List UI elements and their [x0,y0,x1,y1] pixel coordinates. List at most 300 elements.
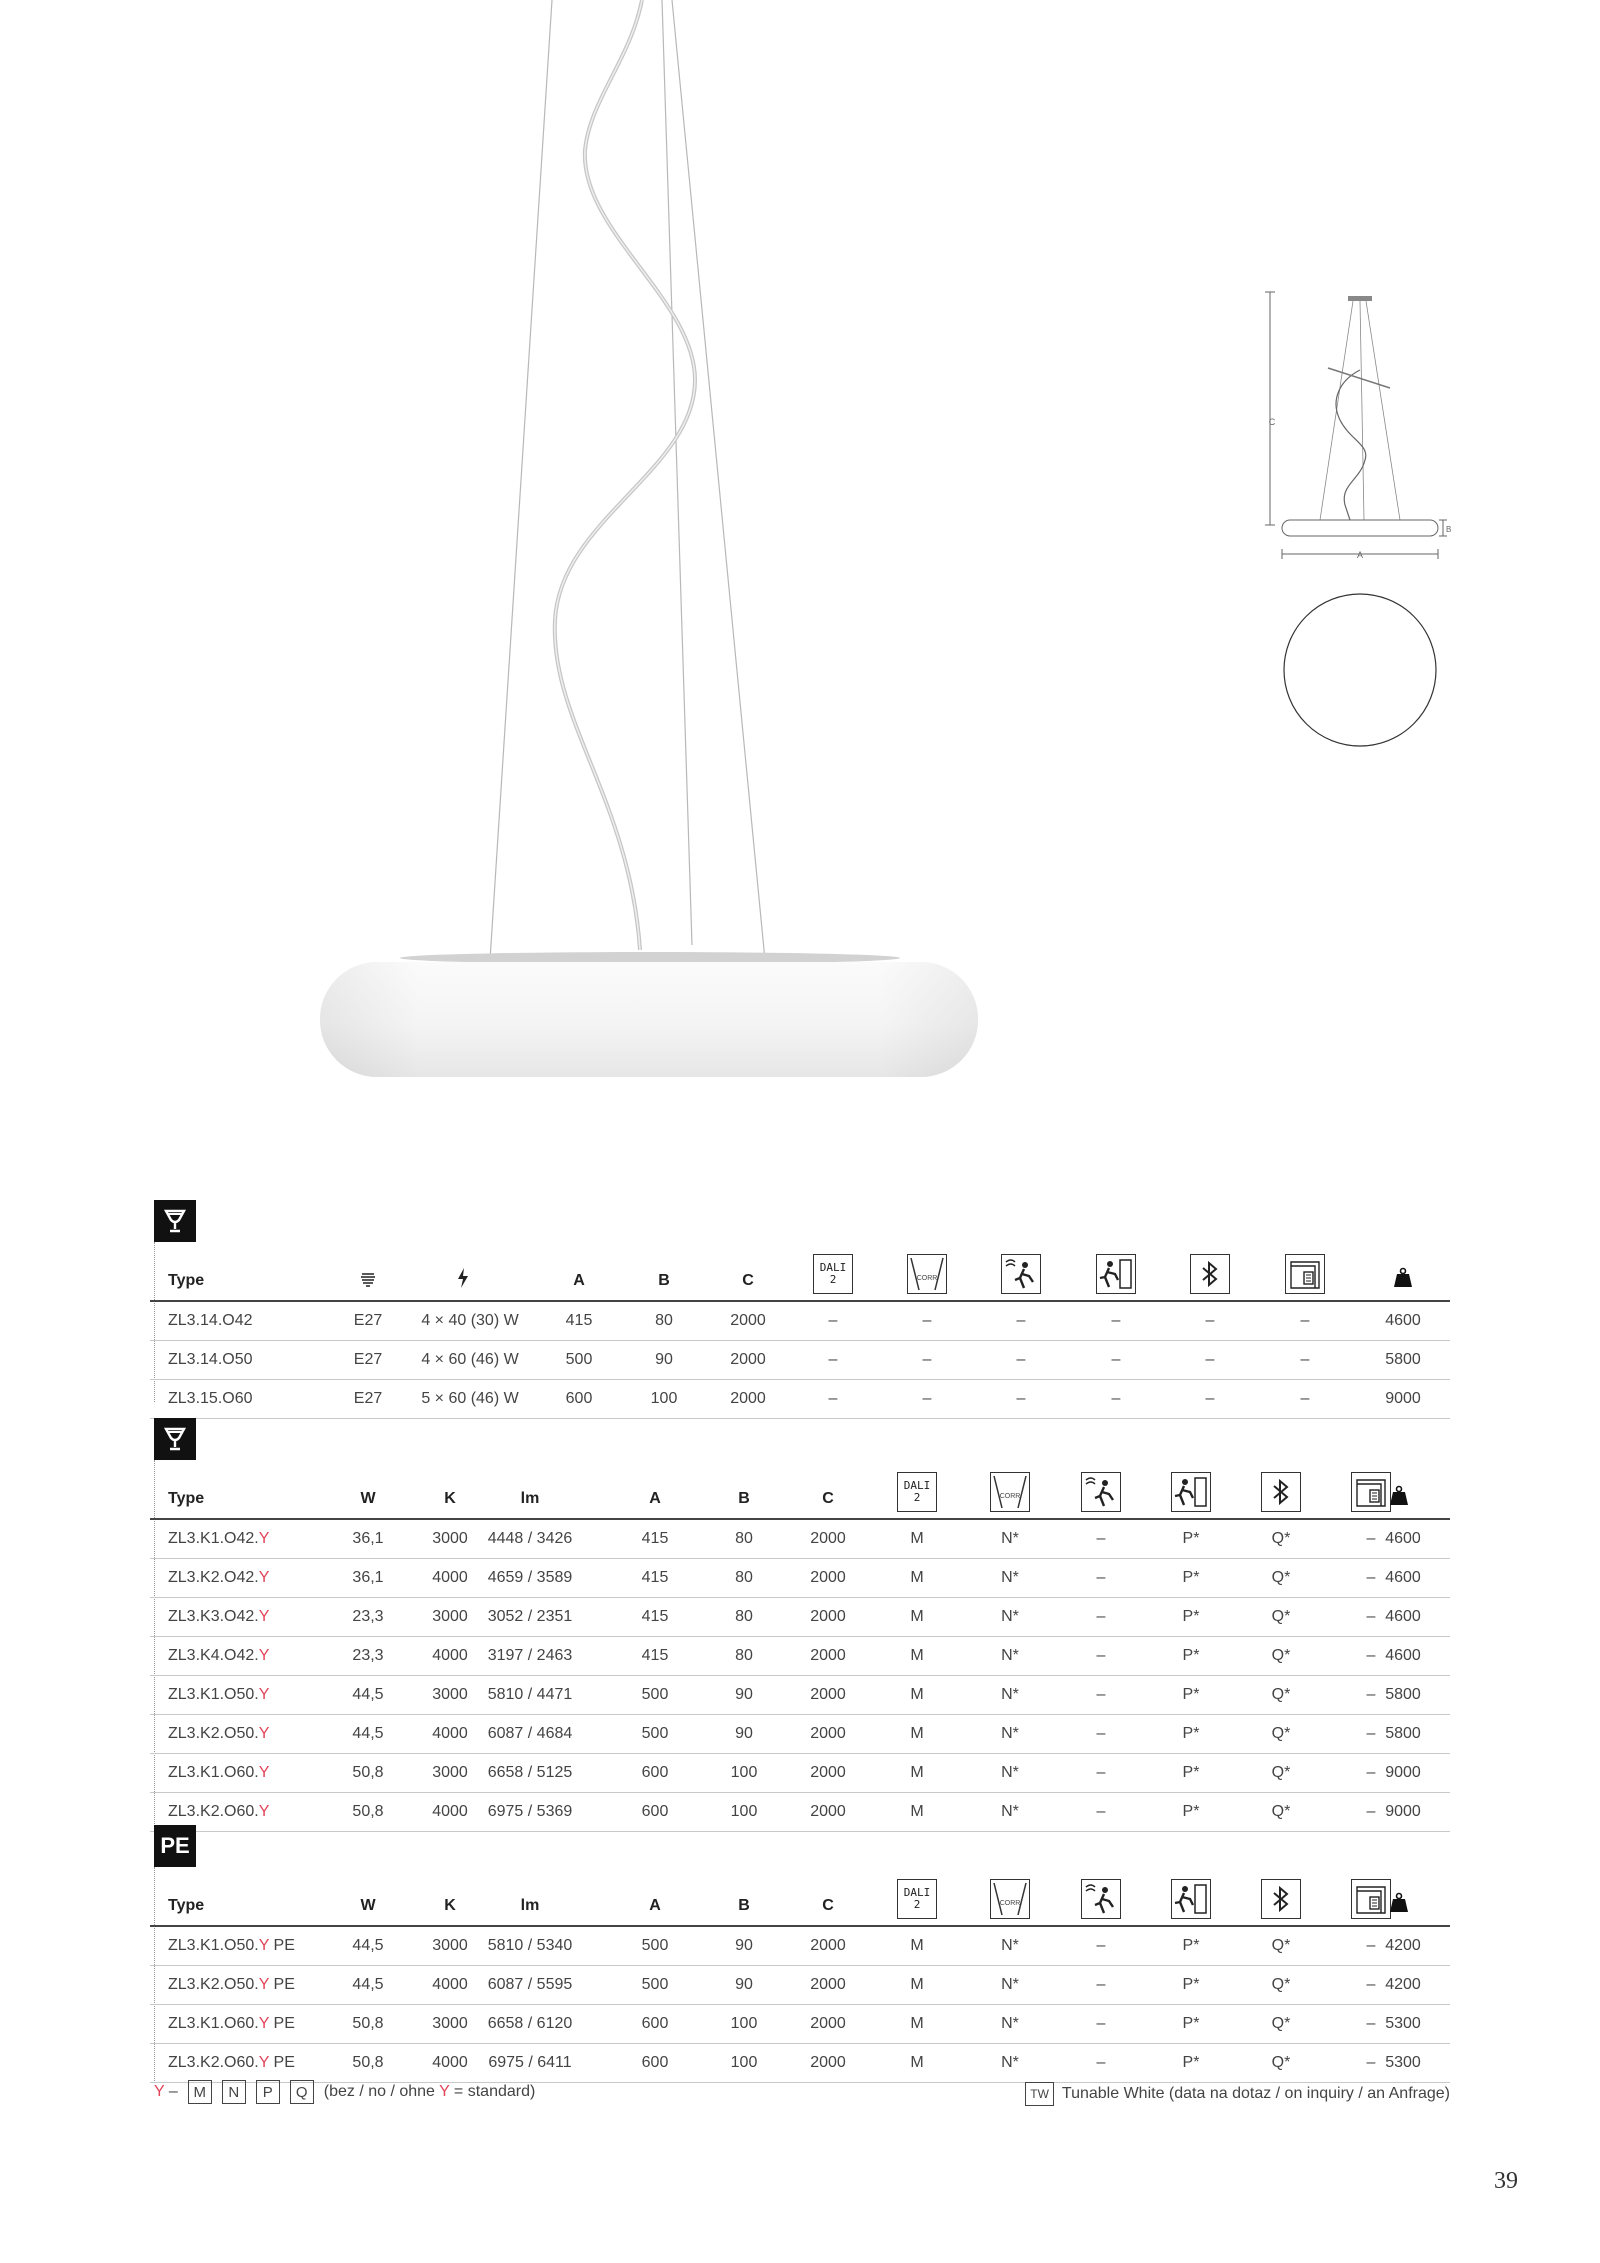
cell: – [1366,1937,1376,1954]
cell: 50,8 [352,1803,384,1820]
pe-badge: PE [154,1825,196,1867]
cell: 500 [641,1937,669,1954]
cell: N* [1001,1937,1019,1954]
cell: – [1300,1351,1310,1368]
type-suffix: Y [258,1530,270,1547]
type-suffix: Y [258,1647,270,1664]
col-header: K [444,1490,456,1507]
table-row [150,1966,1450,2005]
cell [168,1608,269,1626]
type-tail: PE [269,1976,295,1993]
cell: ZL3.15.O60 [168,1390,253,1407]
cell: Q* [1271,2015,1291,2032]
cell: – [1016,1351,1026,1368]
cell: N* [1001,1569,1019,1586]
cell: E27 [353,1351,383,1368]
cell: – [1111,1312,1121,1329]
cell: 44,5 [352,1686,384,1703]
cell: P* [1182,1686,1200,1703]
remote-control-icon [1285,1254,1325,1294]
cell: P* [1182,1764,1200,1781]
table-row [150,1754,1450,1793]
type-base: ZL3.K3.O42. [168,1608,259,1625]
col-header: A [649,1490,661,1507]
cell: 3000 [432,2015,468,2032]
table-row [150,1676,1450,1715]
cell: P* [1182,1725,1200,1742]
cell: M [910,2015,924,2032]
cell: 2000 [810,1764,846,1781]
table-section-2 [150,1418,1450,1832]
cell: 415 [641,1569,669,1586]
cell: M [910,1976,924,1993]
cell: – [828,1390,838,1407]
note-suffix: = standard) [449,2083,536,2100]
col-header: W [360,1897,376,1914]
cell: M [910,1764,924,1781]
cell: 415 [641,1530,669,1547]
cell: 50,8 [352,2015,384,2032]
table-header [150,1867,1450,1927]
type-suffix: Y [258,1937,270,1954]
cell: 36,1 [352,1530,384,1547]
cell [168,2054,295,2072]
col-header: C [822,1897,834,1914]
tw-badge: TW [1025,2082,1054,2106]
col-header: lm [520,1490,540,1507]
cell: 4000 [432,2054,468,2071]
cell: 6658 / 6120 [487,2015,573,2032]
sensor-icon [1081,1472,1121,1512]
cell: Q* [1271,1803,1291,1820]
cell: – [1366,1647,1376,1664]
cell: 3000 [432,1530,468,1547]
type-base: ZL3.K1.O50. [168,1937,259,1954]
cell: – [1096,1803,1106,1820]
cell: Q* [1271,1569,1291,1586]
cell: 100 [730,1803,758,1820]
cell: 80 [735,1530,753,1547]
dali-line1: DALI [903,1886,931,1899]
cell: 2000 [810,1976,846,1993]
weight-icon [1392,1267,1414,1294]
cell: 500 [565,1351,593,1368]
table-row [150,1341,1450,1380]
cell: 3000 [432,1608,468,1625]
table-section-3 [150,1825,1450,2083]
cell: – [828,1351,838,1368]
cell: 415 [641,1647,669,1664]
option-p: P [256,2080,280,2104]
table-row [150,1302,1450,1341]
col-header: Type [168,1490,205,1507]
dimension-drawing [1260,280,1450,760]
cell: 2000 [810,1647,846,1664]
cell [168,1764,269,1782]
product-photo [300,0,1000,1100]
spec-table-1 [150,1242,1450,1419]
cell: – [1300,1390,1310,1407]
corr-label: CORR [916,1275,938,1282]
cell: 2000 [730,1312,766,1329]
cell: 3052 / 2351 [487,1608,573,1625]
legend-dash: – [168,2083,178,2100]
dali-icon [897,1879,937,1919]
remote-control-icon [1351,1472,1391,1512]
type-base: ZL3.K4.O42. [168,1647,259,1664]
note-y: Y [439,2083,450,2100]
cell: 2000 [810,2054,846,2071]
cell: 600 [641,1764,669,1781]
cell: 80 [735,1608,753,1625]
cell: 3000 [432,1764,468,1781]
cell: 6087 / 5595 [487,1976,573,1993]
table-row [150,1637,1450,1676]
cell: 5800 [1385,1351,1421,1368]
corr-label: CORR [999,1493,1021,1500]
cell: M [910,1530,924,1547]
cell: M [910,1803,924,1820]
cell: 23,3 [352,1608,384,1625]
cell: – [1016,1390,1026,1407]
remote-control-icon [1351,1879,1391,1919]
cell: 2000 [810,1569,846,1586]
cell: – [1096,1937,1106,1954]
cell: 2000 [730,1351,766,1368]
table-row [150,1715,1450,1754]
dim-label-c: C [1268,417,1276,427]
cell [168,1530,269,1548]
dim-label-a: A [1356,550,1364,560]
type-suffix: Y [258,1803,270,1820]
emergency-icon [1171,1879,1211,1919]
cell: 5300 [1385,2015,1421,2032]
cell: 600 [641,2015,669,2032]
cell: 100 [650,1390,678,1407]
cell: N* [1001,2054,1019,2071]
cell: 90 [735,1937,753,1954]
cell [168,2015,295,2033]
cell: – [1366,1530,1376,1547]
type-suffix: Y [258,1686,270,1703]
cell: ZL3.14.O50 [168,1351,253,1368]
sensor-icon [1081,1879,1121,1919]
emergency-icon [1096,1254,1136,1294]
cell: – [1096,1725,1106,1742]
cell: 100 [730,2015,758,2032]
cell: Q* [1271,1608,1291,1625]
dali-line2: 2 [913,1491,921,1504]
type-base: ZL3.K2.O50. [168,1976,259,1993]
cell: 3197 / 2463 [487,1647,573,1664]
cell: – [1366,1976,1376,1993]
cell: 4600 [1385,1647,1421,1664]
cell: – [1366,1608,1376,1625]
cell: – [1096,2015,1106,2032]
weight-icon [1388,1485,1410,1512]
legend-note [324,2083,536,2101]
cell: M [910,2054,924,2071]
cell: 90 [655,1351,673,1368]
cell: P* [1182,1647,1200,1664]
wine-glass-icon [154,1418,196,1460]
option-m: M [188,2080,212,2104]
dali-line1: DALI [903,1479,931,1492]
cell: 4200 [1385,1937,1421,1954]
cell: 90 [735,1725,753,1742]
col-header: B [738,1897,750,1914]
emergency-icon [1171,1472,1211,1512]
cell: 9000 [1385,1803,1421,1820]
cell: 4000 [432,1976,468,1993]
cell: M [910,1937,924,1954]
cell: 90 [735,1686,753,1703]
type-base: ZL3.K2.O42. [168,1569,259,1586]
spec-table-2 [150,1460,1450,1832]
cell: 4600 [1385,1530,1421,1547]
cell: 2000 [810,1725,846,1742]
cell: 100 [730,2054,758,2071]
cell: P* [1182,1569,1200,1586]
cell: 50,8 [352,1764,384,1781]
bluetooth-icon [1261,1879,1301,1919]
cell [168,1725,269,1743]
type-suffix: Y [258,1725,270,1742]
wine-glass-icon [154,1200,196,1242]
cell: 4000 [432,1647,468,1664]
tw-text: Tunable White (data na dotaz / on inquiry / an Anfrage) [1061,2085,1450,2102]
corridor-icon [990,1472,1030,1512]
cell: 500 [641,1725,669,1742]
cell: N* [1001,1803,1019,1820]
cell: N* [1001,1725,1019,1742]
cell: 5810 / 4471 [487,1686,573,1703]
cell: P* [1182,1608,1200,1625]
col-header: W [360,1490,376,1507]
cell: – [1366,1803,1376,1820]
col-b: B [658,1272,670,1289]
sensor-icon [1001,1254,1041,1294]
cell: E27 [353,1312,383,1329]
cell: – [1205,1351,1215,1368]
cell: – [1366,2015,1376,2032]
cell: 415 [641,1608,669,1625]
cell: – [1366,2054,1376,2071]
corridor-icon [990,1879,1030,1919]
cell: – [1366,1686,1376,1703]
cell: 4 × 60 (46) W [421,1351,519,1368]
type-base: ZL3.K1.O50. [168,1686,259,1703]
cell: Q* [1271,1725,1291,1742]
cell: M [910,1647,924,1664]
cell: 2000 [810,1803,846,1820]
cell: P* [1182,1937,1200,1954]
type-base: ZL3.K1.O60. [168,1764,259,1781]
page-number: 39 [1494,2168,1518,2194]
cell: – [828,1312,838,1329]
col-header: C [822,1490,834,1507]
type-suffix: Y [258,1976,270,1993]
cell: 600 [641,2054,669,2071]
type-suffix: Y [258,1764,270,1781]
cell: – [1205,1312,1215,1329]
table-row [150,2005,1450,2044]
cell: Q* [1271,1976,1291,1993]
cell: Q* [1271,2054,1291,2071]
cell: ZL3.14.O42 [168,1312,253,1329]
type-tail: PE [269,2015,295,2032]
col-header: lm [520,1897,540,1914]
type-base: ZL3.K2.O60. [168,2054,259,2071]
cell: 500 [641,1686,669,1703]
dali-line2: 2 [913,1898,921,1911]
cell: N* [1001,2015,1019,2032]
dali-line2: 2 [829,1273,837,1286]
note-prefix: (bez / no / ohne [323,2083,440,2100]
cell: 36,1 [352,1569,384,1586]
cell [168,1976,295,1994]
cell: 100 [730,1764,758,1781]
cell: 4000 [432,1569,468,1586]
cell: N* [1001,1647,1019,1664]
table-header [150,1460,1450,1520]
bluetooth-icon [1190,1254,1230,1294]
bluetooth-icon [1261,1472,1301,1512]
cell: 80 [735,1647,753,1664]
cell: 80 [735,1569,753,1586]
cell: 9000 [1385,1390,1421,1407]
cell: 2000 [810,1530,846,1547]
cell: – [1016,1312,1026,1329]
dali-icon [897,1472,937,1512]
cell: Q* [1271,1686,1291,1703]
cell: 44,5 [352,1976,384,1993]
cell: 5800 [1385,1725,1421,1742]
cell: 90 [735,1976,753,1993]
cell: 5 × 60 (46) W [421,1390,519,1407]
spec-table-3 [150,1867,1450,2083]
cell: 23,3 [352,1647,384,1664]
cell: 4000 [432,1725,468,1742]
cell: – [1366,1764,1376,1781]
cell: 4659 / 3589 [487,1569,573,1586]
cell: N* [1001,1686,1019,1703]
cell: 4 × 40 (30) W [421,1312,519,1329]
cell: 4600 [1385,1312,1421,1329]
type-base: ZL3.K1.O60. [168,2015,259,2032]
cell: 44,5 [352,1725,384,1742]
cell: 6658 / 5125 [487,1764,573,1781]
option-q: Q [290,2080,314,2104]
type-tail: PE [269,1937,295,1954]
cell: – [1366,1569,1376,1586]
cell: N* [1001,1608,1019,1625]
col-type: Type [168,1272,205,1289]
col-header: Type [168,1897,205,1914]
cell: – [1096,1764,1106,1781]
table-row [150,1380,1450,1419]
cell: 80 [655,1312,673,1329]
table-row [150,1598,1450,1637]
cell: 4200 [1385,1976,1421,1993]
cell: M [910,1725,924,1742]
col-header: A [649,1897,661,1914]
cell: – [1096,1530,1106,1547]
socket-icon [358,1269,378,1294]
cell: P* [1182,2015,1200,2032]
cell: 2000 [810,1937,846,1954]
legend-y: Y [154,2083,165,2100]
cell: – [1111,1390,1121,1407]
cell: 6975 / 5369 [487,1803,573,1820]
table-row [150,1927,1450,1966]
cell: 600 [641,1803,669,1820]
cell: – [1300,1312,1310,1329]
type-suffix: Y [258,2015,270,2032]
cell: 415 [565,1312,593,1329]
cell: 2000 [810,2015,846,2032]
corr-label: CORR [999,1900,1021,1907]
cell: – [1205,1390,1215,1407]
type-suffix: Y [258,1569,270,1586]
cell [168,1647,269,1665]
dim-label-b: B [1446,525,1452,534]
cell: 5800 [1385,1686,1421,1703]
table-row [150,1559,1450,1598]
cell: – [1096,2054,1106,2071]
cell: M [910,1686,924,1703]
cell: 9000 [1385,1764,1421,1781]
cell: N* [1001,1764,1019,1781]
cell: 500 [641,1976,669,1993]
cell: P* [1182,1803,1200,1820]
cell [168,1937,295,1955]
cell: 50,8 [352,2054,384,2071]
cell: P* [1182,2054,1200,2071]
cell: – [1096,1686,1106,1703]
col-header: K [444,1897,456,1914]
cell: 2000 [730,1390,766,1407]
cell: Q* [1271,1530,1291,1547]
cell: 3000 [432,1937,468,1954]
type-base: ZL3.K1.O42. [168,1530,259,1547]
table-row [150,1520,1450,1559]
cell: 44,5 [352,1937,384,1954]
cell: – [1096,1569,1106,1586]
cell: – [922,1390,932,1407]
cell: 4000 [432,1803,468,1820]
cell: 3000 [432,1686,468,1703]
cell: – [922,1312,932,1329]
cell: Q* [1271,1937,1291,1954]
cell: 4600 [1385,1608,1421,1625]
cell: – [922,1351,932,1368]
cell: 4448 / 3426 [487,1530,573,1547]
cell [168,1569,269,1587]
type-suffix: Y [258,2054,270,2071]
cell: 4600 [1385,1569,1421,1586]
cell: – [1366,1725,1376,1742]
cell: – [1111,1351,1121,1368]
cell: P* [1182,1530,1200,1547]
cell: Q* [1271,1647,1291,1664]
cell: 2000 [810,1686,846,1703]
type-base: ZL3.K2.O60. [168,1803,259,1820]
cell: M [910,1608,924,1625]
cell: – [1096,1608,1106,1625]
cell [168,1803,269,1821]
legend-variants [154,2080,535,2104]
